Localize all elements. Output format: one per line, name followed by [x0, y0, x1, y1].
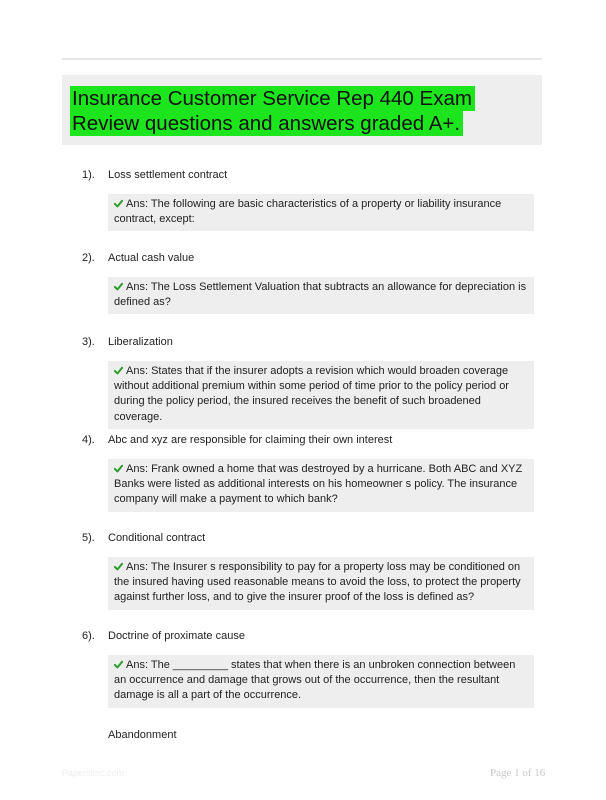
check-icon	[114, 199, 123, 208]
check-icon	[114, 660, 123, 669]
question-text: Doctrine of proximate cause	[108, 630, 245, 642]
title-line-2: Review questions and answers graded A+.	[70, 111, 463, 136]
title-line-1: Insurance Customer Service Rep 440 Exam	[70, 86, 475, 111]
question-text: Abandonment	[108, 729, 177, 741]
question-text: Loss settlement contract	[108, 169, 228, 181]
check-icon	[114, 464, 123, 473]
question-number: 4).	[82, 434, 95, 446]
answer-text: Ans: The Insurer s responsibility to pay for a property loss may be conditioned on the insured having used reasonable means to avoid the loss, to protect the property against further loss, and to give the insurer proof of the loss is defined as?	[114, 561, 521, 604]
question-text: Conditional contract	[108, 532, 206, 544]
answer-text: Ans: The following are basic characteristics of a property or liability insurance contract, except:	[114, 198, 502, 226]
check-icon	[114, 282, 123, 291]
answer-text: Ans: Frank owned a home that was destroyed by a hurricane. Both ABC and XYZ Banks were listed as additional interests on his homeowner s policy. The insurance company will make a payment to which bank?	[114, 463, 523, 506]
question-number: 2).	[82, 252, 95, 264]
answer-box	[108, 459, 534, 512]
answer-box	[108, 557, 534, 610]
answer-box	[108, 277, 534, 314]
check-icon	[114, 366, 123, 375]
question-number: 3).	[82, 336, 95, 348]
answer-box	[108, 361, 534, 429]
document-title	[70, 86, 475, 136]
question-text: Actual cash value	[108, 252, 195, 264]
answer-text: Ans: The Loss Settlement Valuation that subtracts an allowance for depreciation is defined as?	[114, 281, 527, 309]
question-number: 5).	[82, 532, 95, 544]
question-text: Liberalization	[108, 336, 173, 348]
page-indicator: Page 1 of 16	[490, 767, 546, 779]
top-divider	[62, 58, 542, 60]
answer-box	[108, 194, 534, 231]
question-number: 1).	[82, 169, 95, 181]
question-text: Abc and xyz are responsible for claiming their own interest	[108, 434, 393, 446]
answer-text: Ans: The _________ states that when there is an unbroken connection between an occurrence and damage that grows out of the occurrence, then the resultant damage is all a part of the occurrence.	[114, 659, 516, 702]
check-icon	[114, 562, 123, 571]
question-number: 6).	[82, 630, 95, 642]
answer-box	[108, 655, 534, 708]
answer-text: Ans: States that if the insurer adopts a revision which would broaden coverage without additional premium within some period of time prior to the policy period or during the policy period, the insured receives the benefit of such broadened coverage.	[114, 365, 509, 423]
footer-watermark: Paperstinc.com	[62, 768, 125, 778]
